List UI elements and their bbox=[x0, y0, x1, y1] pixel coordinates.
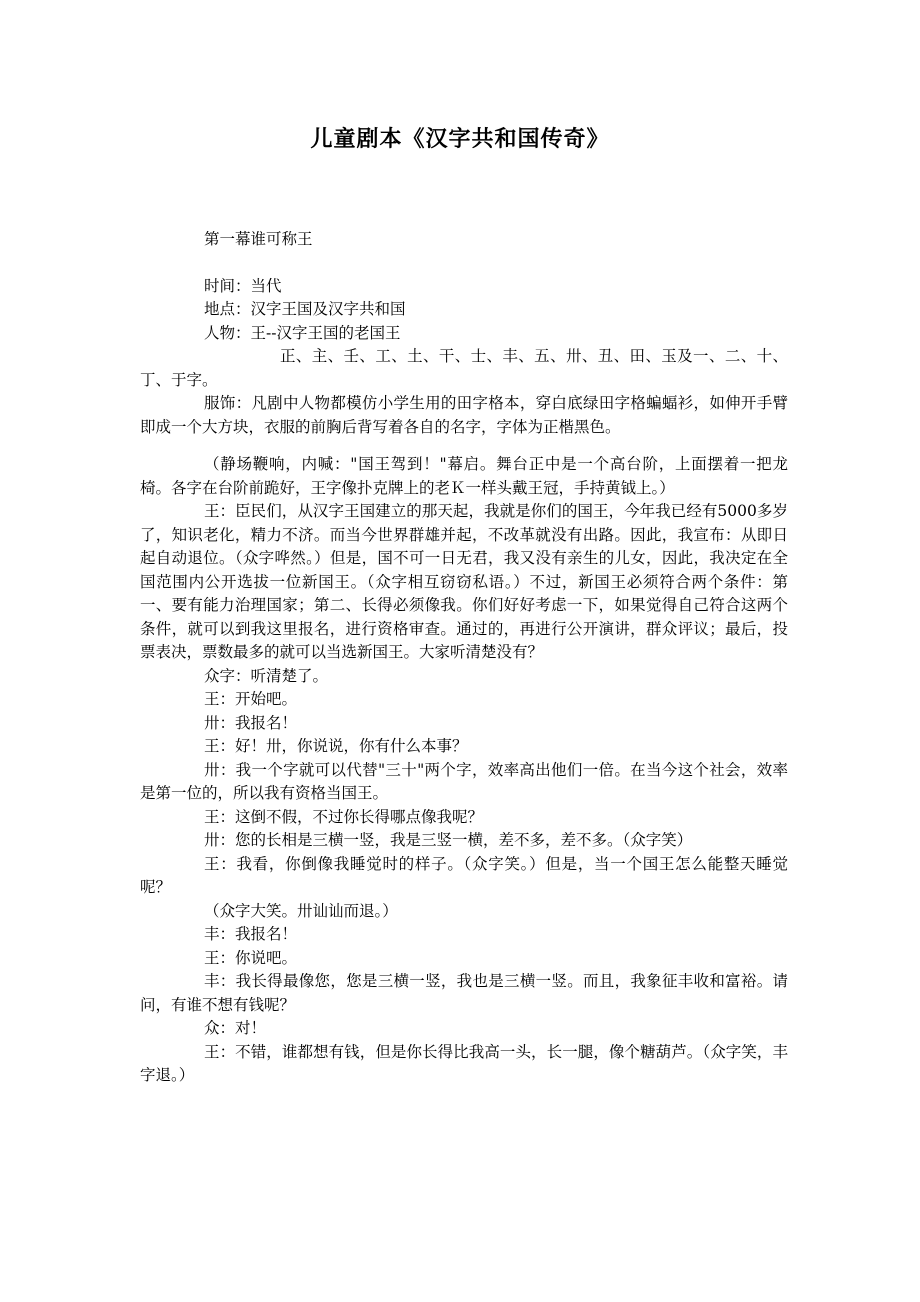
dialogue-line: 王：好！卅，你说说，你有什么本事？ bbox=[204, 737, 468, 755]
stage-direction: （静场鞭响，内喊："国王驾到！"幕启。舞台正中是一个高台阶，上面摆着一把龙椅。各字在台阶前跪好，王字像扑克牌上的老Ｋ一样头戴王冠，手持黄钺上。） bbox=[140, 455, 788, 497]
stage-direction: （众字大笑。卅讪讪而退。） bbox=[204, 901, 398, 920]
dialogue-line: 丰：我长得最像您，您是三横一竖，我也是三横一竖。而且，我象征丰收和富裕。请问，有谁不想有钱呢？ bbox=[140, 972, 788, 1014]
place-line: 地点：汉字王国及汉字共和国 bbox=[204, 300, 406, 318]
spacer bbox=[140, 252, 788, 275]
document-title: 儿童剧本《汉字共和国传奇》 bbox=[310, 127, 610, 152]
script-body bbox=[140, 228, 788, 1088]
dialogue-line: 王：这倒不假，不过你长得哪点像我呢？ bbox=[204, 807, 484, 826]
dialogue-line: 卅：我一个字就可以代替"三十"两个字，效率高出他们一倍。在当今这个社会，效率是第一位的，所以我有资格当国王。 bbox=[140, 760, 788, 802]
dialogue-line: 众字：听清楚了。 bbox=[204, 666, 329, 685]
costume-paragraph: 服饰：凡剧中人物都模仿小学生用的田字格本，穿白底绿田字格蝙蝠衫，如伸开手臂即成一个大方块，衣服的前胸后背写着各自的名字，字体为正楷黑色。 bbox=[140, 394, 788, 436]
characters-list: 正、主、壬、工、土、干、士、丰、五、卅、丑、田、玉及一、二、十、丁、于字。 bbox=[140, 347, 788, 389]
act-heading: 第一幕谁可称王 bbox=[204, 230, 313, 248]
dialogue-line: 众：对！ bbox=[204, 1019, 267, 1037]
dialogue-line: 王：你说吧。 bbox=[204, 948, 298, 967]
dialogue-line: 卅：您的长相是三横一竖，我是三竖一横，差不多，差不多。（众字笑） bbox=[204, 831, 693, 849]
spacer bbox=[140, 439, 788, 453]
dialogue-line: 王：臣民们，从汉字王国建立的那天起，我就是你们的国王，今年我已经有5000多岁了，知识老化，精力不济。而当今世界群雄并起，不改革就没有出路。因此，我宣布：从即日起自动退位。（众字哗然。）但是，国不可一日无君，我又没有亲生的儿女，因此，我决定在全国范围内公开选拔一位新国王。（众字相互窃窃私语。）不过，新国王必须符合两个条件：第一、要有能力治理国家；第二、长得必须像我。你们好好考虑一下，如果觉得自己符合这两个条件，就可以到我这里报名，进行资格审查。通过的，再进行公开演讲，群众评议；最后，投票表决，票数最多的就可以当选新国王。大家听清楚没有？ bbox=[140, 502, 788, 661]
dialogue-line: 王：我看，你倒像我睡觉时的样子。（众字笑。）但是，当一个国王怎么能整天睡觉呢？ bbox=[140, 854, 788, 896]
time-line: 时间：当代 bbox=[204, 276, 282, 295]
dialogue-line: 卅：我报名！ bbox=[204, 713, 298, 732]
dialogue-line: 王：开始吧。 bbox=[204, 690, 298, 708]
dialogue-line: 王：不错，谁都想有钱，但是你长得比我高一头，长一腿，像个糖葫芦。（众字笑，丰字退。） bbox=[140, 1042, 788, 1084]
dialogue-line: 丰：我报名！ bbox=[204, 925, 298, 943]
characters-line: 人物：王--汉字王国的老国王 bbox=[204, 323, 401, 342]
